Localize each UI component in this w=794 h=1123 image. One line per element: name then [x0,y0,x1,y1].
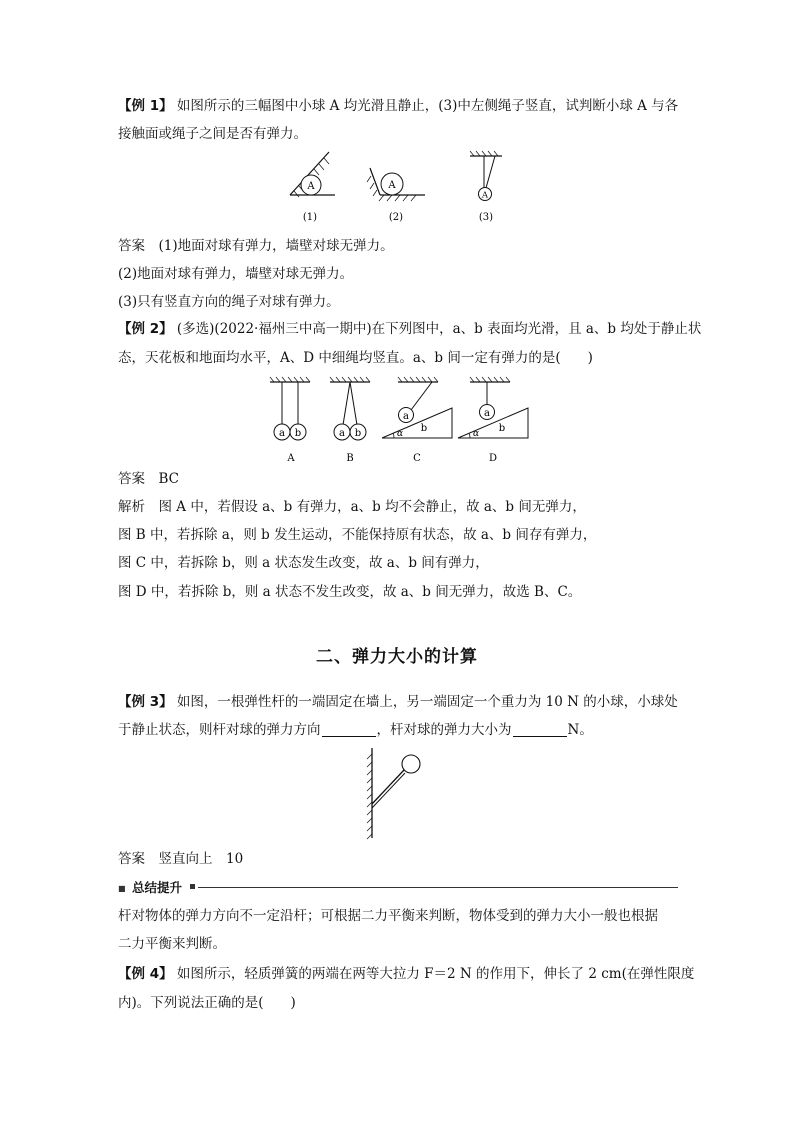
ex1-question-line1 [118,96,678,116]
ex3-text-2c: N。 [567,722,593,738]
ex2-answer-line [118,469,179,489]
ex1-fig1-ball-label: A [307,181,315,192]
ex2-figB-b: b [354,428,362,439]
ex4-label: 【例 4】 [118,966,173,982]
ex1-answer-3: (3)只有竖直方向的绳子对球有弹力。 [118,294,340,310]
ex4-text-1: 如图所示，轻质弹簧的两端在两等大拉力 F＝2 N 的作用下，伸长了 2 cm(在弹性限度 [176,966,695,982]
ex1-answer-2: (2)地面对球有弹力，墙壁对球无弹力。 [118,266,354,282]
ex2-analysis-3: 图 C 中，若拆除 b，则 a 状态发生改变，故 a、b 间有弹力， [118,555,489,571]
ex2-analysis-2: 图 B 中，若拆除 a，则 b 发生运动，不能保持原有状态，故 a、b 间存有弹力， [118,527,597,543]
ex1-fig1-caption: (1) [302,212,318,223]
ex2-analysis-label: 解析 [118,499,145,515]
ex1-figure-3 [470,151,502,223]
ex3-label: 【例 3】 [118,694,173,710]
ex2-figure-b [330,377,370,464]
summary-bullet-icon: ■ [118,884,126,893]
ex2-figures [262,376,532,468]
ex2-analysis-line1 [118,497,586,517]
ex2-figure-a [270,377,310,464]
ex3-figure [360,748,430,844]
ex2-caption-a: A [287,453,295,464]
ex3-answer: 竖直向上 10 [158,851,244,867]
ex1-fig3-caption: (3) [478,212,494,223]
ex3-answer-label: 答案 [118,851,145,867]
summary-square-icon [190,884,195,889]
ex2-figC-b: b [420,423,428,434]
ex3-blank-direction[interactable] [322,722,376,737]
ex2-analysis-4: 图 D 中，若拆除 b，则 a 状态不发生改变，故 a、b 间无弹力，故选 B、C。 [118,584,582,600]
summary-banner [118,876,678,900]
ex2-figD-b: b [498,423,506,434]
ex3-text-2a: 于静止状态，则杆对球的弹力方向 [118,722,321,738]
ex1-answer-label: 答案 [118,238,145,254]
ex1-fig2-ball-label: A [388,180,396,191]
ex3-question-line1 [118,692,678,712]
ex2-caption-c: C [413,453,421,464]
summary-label: 总结提升 [132,880,183,895]
ex4-question-line2: 内)。下列说法正确的是( ) [118,995,296,1011]
ex1-label: 【例 1】 [118,98,173,114]
ex2-analysis-1: 图 A 中，若假设 a、b 有弹力，a、b 均不会静止，故 a、b 间无弹力， [158,499,586,515]
ex1-fig3-ball-label: A [481,190,489,201]
ex2-label: 【例 2】 [118,321,173,337]
summary-text-1: 杆对物体的弹力方向不一定沿杆；可根据二力平衡来判断，物体受到的弹力大小一般也根据 [118,908,658,924]
ex2-answer-label: 答案 [118,471,145,487]
ex4-question-line1 [118,964,694,984]
ex2-figD-alpha: α [472,429,480,439]
ex2-figC-a: a [403,411,409,422]
ex2-figB-a: a [339,428,345,439]
ex3-text-2b: ，杆对球的弹力大小为 [376,722,512,738]
ex2-question-line2: 态，天花板和地面均水平，A、D 中细绳均竖直。a、b 间一定有弹力的是( ) [118,350,593,366]
ex2-figure-d [458,377,528,464]
ex1-figures [280,148,510,228]
ex2-question-line1 [118,319,701,339]
ex2-figC-alpha: α [396,429,404,439]
ex1-figure-2 [367,168,425,223]
ex2-answer: BC [158,471,180,487]
ex3-text-1: 如图，一根弹性杆的一端固定在墙上，另一端固定一个重力为 10 N 的小球，小球处 [176,694,678,710]
ex3-blank-magnitude[interactable] [513,722,567,737]
ex1-answer-1: (1)地面对球有弹力，墙壁对球无弹力。 [158,238,394,254]
ex1-text-1: 如图所示的三幅图中小球 A 均光滑且静止，(3)中左侧绳子竖直，试判断小球 A 与各 [176,98,679,114]
ex2-text-1: (多选)(2022·福州三中高一期中)在下列图中，a、b 表面均光滑，且 a、b 均处于静止状 [176,321,702,337]
ex2-figA-b: b [294,428,302,439]
section-title: 二、弹力大小的计算 [316,647,478,667]
ex3-answer-line [118,849,243,869]
summary-rule [198,887,678,888]
ex2-figure-c [382,377,452,464]
summary-text-2: 二力平衡来判断。 [118,936,226,952]
ex2-caption-b: B [346,453,354,464]
ex1-figure-1 [290,152,335,223]
ex1-answer-line1 [118,236,394,256]
ex2-caption-d: D [488,453,498,464]
ex1-question-line2: 接触面或绳子之间是否有弹力。 [118,126,307,142]
ex2-figA-a: a [279,428,285,439]
ex1-fig2-caption: (2) [388,212,404,223]
ex3-question-line2 [118,720,593,740]
ex2-figD-a: a [484,408,490,419]
